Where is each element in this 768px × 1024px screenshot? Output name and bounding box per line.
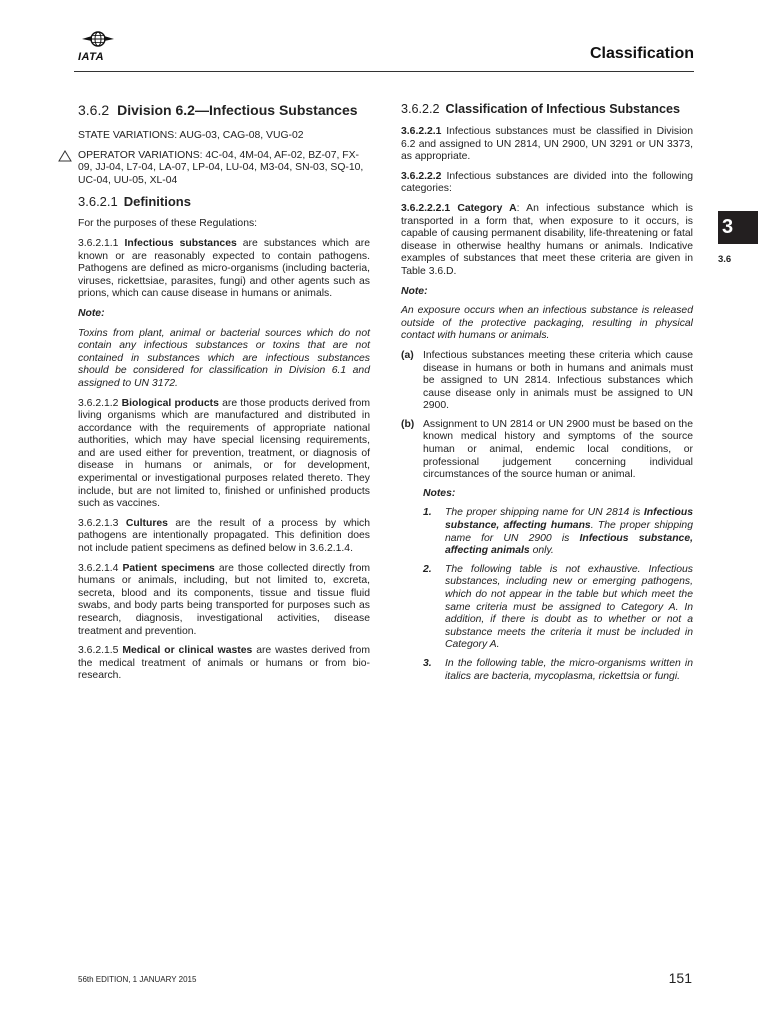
note-label: Note: <box>401 285 428 297</box>
definitions-number: 3.6.2.1 <box>78 194 118 210</box>
note-label: Note: <box>78 307 105 319</box>
note-item <box>423 564 693 652</box>
defined-term: Patient specimens <box>122 562 215 574</box>
paragraph-number: 3.6.2.1.3 <box>78 517 119 529</box>
note-number: 2. <box>423 563 432 575</box>
paragraph-text: are substances which are known or are reasonably expected to contain pathogens. Pathogens are defined as micro-organisms (including bacteria, viruses, rickettsiae, parasites, fungi) and other agents such as prions, which can cause disease in humans or animals. <box>78 237 371 300</box>
state-variations: STATE VARIATIONS: AUG-03, CAG-08, VUG-02 <box>78 130 304 141</box>
note-item <box>423 658 693 683</box>
paragraph-text: are those collected directly from humans or animals, including, but not limited to, excreta, secreta, blood and its components, tissue and tissue fluid swabs, and body parts being transported for purposes such as research, diagnosis, investigational activities, disease treatment and prevention. <box>78 562 371 637</box>
paragraph-number: 3.6.2.1.5 <box>78 645 119 657</box>
paragraph-text: are those products derived from living organisms which are manufactured and distributed in accordance with the requirements of appropriate national authorities, which may have special licensing requirements, and are used either for prevention, treatment, or diagnosis of disease in humans or animals, or for development, experimental or investigational purposes related thereto. They include, but are not limited to, finished or unfinished products such as vaccines. <box>78 397 370 510</box>
note-text: An exposure occurs when an infectious substance is released outside of the protective packaging, resulting in physical contact with humans or animals. <box>401 305 693 342</box>
classification-heading <box>401 102 693 117</box>
paragraph-number: 3.6.2.2.2.1 <box>401 202 451 214</box>
edition-footer: 56th EDITION, 1 JANUARY 2015 <box>78 975 197 984</box>
paragraph <box>78 645 370 683</box>
paragraph-text: are the result of a process by which pathogens are intentionally propagated. This definition does not include patient specimens as defined below in 3.6.2.1.4. <box>78 517 371 555</box>
chapter-tab: 3 <box>718 211 758 244</box>
note-item <box>423 507 693 557</box>
page-title: Classification <box>589 45 694 62</box>
paragraph-text: Infectious substances are divided into the following categories: <box>401 170 694 195</box>
note-text: Toxins from plant, animal or bacterial sources which do not contain any infectious substances or toxins that are not contained in substances which are infectious substances should be considered for classification in Division 6.1 and assigned to UN 3172. <box>78 327 370 389</box>
note-text: . The proper shipping name for UN 2900 is <box>445 520 693 544</box>
section-title: Classification of Infectious Substances <box>445 102 680 116</box>
notes-label: Notes: <box>423 487 456 499</box>
section-heading <box>78 102 370 118</box>
operator-variations-text: OPERATOR VARIATIONS: 4C-04, 4M-04, AF-02, BZ-07, FX-09, JJ-04, L7-04, LA-07, LP-04, LU-04, M3-04, SN-03, SQ-10, UC-04, UU-05, XL-04 <box>78 149 364 186</box>
list-item <box>401 419 693 482</box>
page-number: 151 <box>668 970 692 986</box>
paragraph <box>401 171 693 196</box>
shipping-name: Infectious substance, affecting animals <box>445 532 693 557</box>
paragraph-text: Infectious substances must be classified in Division 6.2 and assigned to UN 2814, UN 2900, UN 3291 or UN 3373, as appropriate. <box>401 126 693 163</box>
page-header <box>74 30 694 70</box>
defined-term: Biological products <box>121 397 219 409</box>
item-text: Assignment to UN 2814 or UN 2900 must be based on the known medical history and symptoms of the source human or animal, endemic local conditions, or professional judgement concerning individual circumstances of the source human or animal. <box>423 418 693 481</box>
paragraph-text: : An infectious substance which is transported in a form that, when exposure to it occurs, is capable of causing permanent disability, life-threatening or fatal disease in otherwise healthy humans or animals. Indicative examples of substances that meet these criteria are given in Table 3.6.D. <box>401 202 694 277</box>
section-number: 3.6.2.2 <box>401 102 440 116</box>
shipping-name: Infectious substance, affecting humans <box>445 507 693 532</box>
paragraph-number: 3.6.2.2.2 <box>401 170 442 182</box>
header-divider <box>74 71 694 72</box>
right-column <box>401 102 693 689</box>
paragraph-number: 3.6.2.1.2 <box>78 397 119 409</box>
paragraph-number: 3.6.2.2.1 <box>401 126 442 137</box>
defined-term: Infectious substances <box>124 237 237 249</box>
list-item <box>401 350 693 413</box>
section-tab-label: 3.6 <box>718 254 732 265</box>
defined-term: Cultures <box>125 517 168 529</box>
section-title: Division 6.2—Infectious Substances <box>117 102 358 118</box>
intro-text: For the purposes of these Regulations: <box>78 218 258 230</box>
paragraph <box>401 126 693 164</box>
note-text: The following table is not exhaustive. Infectious substances, including new or emerging pathogens, which do not appear in the table but which meet the same criteria must be assigned to Category A. In addition, if there is doubt as to whether or not a substance meets the criteria it must be included in Category A. <box>445 563 693 651</box>
item-label: (b) <box>401 418 415 430</box>
paragraph-number: 3.6.2.1.1 <box>78 237 119 249</box>
defined-term: Medical or clinical wastes <box>122 645 253 657</box>
paragraph <box>78 563 370 639</box>
note-text: only. <box>529 545 554 557</box>
defined-term: Category A <box>457 202 517 214</box>
note-number: 3. <box>423 657 432 669</box>
definitions-title: Definitions <box>123 194 191 210</box>
note-number: 1. <box>423 507 432 519</box>
paragraph <box>401 203 693 279</box>
paragraph-number: 3.6.2.1.4 <box>78 562 119 574</box>
definitions-heading <box>78 194 370 209</box>
paragraph <box>78 398 370 511</box>
note-text: In the following table, the micro-organisms written in italics are bacteria, mycoplasma, rickettsia or fungi. <box>445 657 693 682</box>
globe-wings-icon <box>82 30 114 50</box>
logo-text: IATA <box>78 51 105 63</box>
section-number: 3.6.2 <box>78 102 110 118</box>
note-text: The proper shipping name for UN 2814 is <box>445 507 644 519</box>
operator-variations <box>78 150 370 188</box>
item-label: (a) <box>401 349 414 361</box>
paragraph <box>78 238 370 301</box>
paragraph-text: are wastes derived from the medical treatment of animals or humans or from bio-research. <box>78 645 370 682</box>
warning-triangle-icon <box>58 150 72 162</box>
item-text: Infectious substances meeting these criteria which cause disease in humans or both in humans and animals must be assigned to UN 2814. Infectious substances which cause disease only in animals must be assigned to UN 2900. <box>423 349 693 412</box>
notes-block <box>423 488 693 683</box>
iata-logo <box>74 30 120 64</box>
paragraph <box>78 518 370 556</box>
left-column <box>78 102 370 690</box>
